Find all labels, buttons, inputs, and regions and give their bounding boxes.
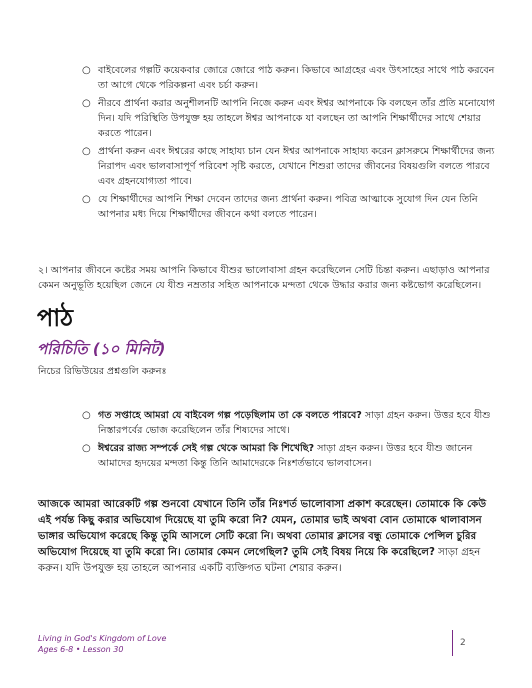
list-item bbox=[82, 441, 498, 471]
page-number: 2 bbox=[460, 638, 466, 648]
footer-divider bbox=[452, 630, 453, 656]
circle-bullet-icon: ○ bbox=[82, 410, 91, 421]
list-item: ○ যে শিক্ষার্থীদের আপনি শিক্ষা দেবেন তাদের জন্য প্রার্থনা করুন। পবিত্র আত্মাকে সুযোগ দিন যেন তিনি আপনার মধ্য দিয়ে শিক্ষার্থীদের জীবনে কথা বলতে পারেন। bbox=[82, 194, 478, 220]
footer-title bbox=[38, 633, 166, 655]
numbered-item-2: ২। আপনার জীবনে কষ্টের সময় আপনি কিভাবে যীশুর ভালোবাসা গ্রহন করেছিলেন সেটি চিন্তা করুন। এছাড়াও আপনার কেমন অনুভূতি হয়েছিল জেনে যে যীশু নম্রতার সহিত আপনাকে মন্দতা থেকে উদ্ধার করার জন্য কষ্টভোগ করেছিলেন। bbox=[38, 265, 490, 291]
review-questions-list bbox=[82, 408, 498, 474]
circle-bullet-icon: ○ bbox=[82, 194, 91, 205]
list-item bbox=[82, 408, 498, 438]
sub-title: পরিচিতি (১০ মিনিট) bbox=[37, 340, 166, 358]
intro-text: নিচের রিভিউয়ের প্রশ্নগুলি করুনঃ bbox=[38, 366, 167, 377]
circle-bullet-icon: ○ bbox=[82, 98, 91, 109]
story-intro-bold: আজকে আমরা আরেকটি গল্প শুনবো যেখানে তিনি তাঁর নিঃশর্ত ভালোবাসা প্রকাশ করেছেন। তোমাকে কি কেউ এই পর্যন্ত কিছু করার অভিযোগ দিয়েছে যা তুমি করো নি? যেমন, তোমার ভাই অথবা বোন তোমাকে থালাবাসন ভাঙ্গার অভিযোগ করেছে কিন্তু তুমি আসলে সেটি করো নি। অথবা তোমার ক্লাসের বন্ধু তোমাকে পেন্সিল চুরির অভিযোগ দিয়েছে যা তুমি করো নি। তোমার কেমন লেগেছিল? তুমি সেই বিষয় নিয়ে কি করেছিলে? bbox=[38, 499, 487, 558]
question-text: গত সপ্তাহে আমরা যে বাইবেল গল্প পড়েছিলাম তা কে বলতে পারবে? bbox=[98, 410, 362, 421]
circle-bullet-icon: ○ bbox=[82, 65, 91, 76]
list-item: ○ প্রার্থনা করুন এবং ঈশ্বরের কাছে সাহায্য চান যেন ঈশ্বর আপনাকে সাহায্য করেন ক্লাসরুমে শিক্ষার্থীদের জন্য নিরাপদ এবং ভালবাসাপূর্ণ পরিবেশ সৃষ্টি করতে, যেখানে শিশুরা তাদের জীবনের বিষয়গুলি বলতে পারবে এবং গ্রহনযোগ্যতা পাবে। bbox=[82, 146, 495, 187]
answer-text: সাড়া গ্রহন করুন। উত্তর হবে যীশু নিস্তারপর্বের ভোজ করেছিলেন তাঁর শিষ্যদের সাথে। bbox=[98, 410, 491, 436]
circle-bullet-icon: ○ bbox=[82, 443, 91, 454]
list-item: ○ নীরবে প্রার্থনা করার অনুশীলনটি আপনি নিজে করুন এবং ঈশ্বর আপনাকে কি বলছেন তাঁর প্রতি মনোযোগ দিন। যদি পরিস্থিতি উপযুক্ত হয় তাহলে ঈশ্বর আপনাকে যা বলছেন তা আপনি শিক্ষার্থীদের সাথে শেয়ার করতে পারেন। bbox=[82, 98, 495, 139]
question-text: ঈশ্বরের রাজ্য সম্পর্কে সেই গল্প থেকে আমরা কি শিখেছি? bbox=[98, 443, 315, 454]
answer-text: সাড়া গ্রহন করুন। উত্তর হবে যীশু জানেন আমাদের হৃদয়ের মন্দতা কিন্তু তিনি আমাদেরকে নিঃশর্তভাবে ভালবাসেন। bbox=[98, 443, 473, 469]
story-intro-paragraph bbox=[38, 497, 500, 577]
circle-bullet-icon: ○ bbox=[82, 146, 91, 157]
preparation-list bbox=[82, 63, 498, 225]
section-title: পাঠ bbox=[37, 304, 74, 332]
footer-line-2: Ages 6-8 • Lesson 30 bbox=[38, 645, 124, 654]
story-intro-rest: সাড়া গ্রহন করুন। যদি উপযুক্ত হয় তাহলে আপনার একটি ব্যক্তিগত ঘটনা শেয়ার করুন। bbox=[38, 547, 481, 574]
list-item: ○ বাইবেলের গল্পটি কয়েকবার জোরে জোরে পাঠ করুন। কিভাবে আগ্রহের এবং উৎসাহের সাথে পাঠ করবেন তা আগে থেকে পরিকল্পনা এবং চর্চা করুন। bbox=[82, 65, 495, 91]
footer-line-1: Living in God's Kingdom of Love bbox=[38, 634, 167, 643]
